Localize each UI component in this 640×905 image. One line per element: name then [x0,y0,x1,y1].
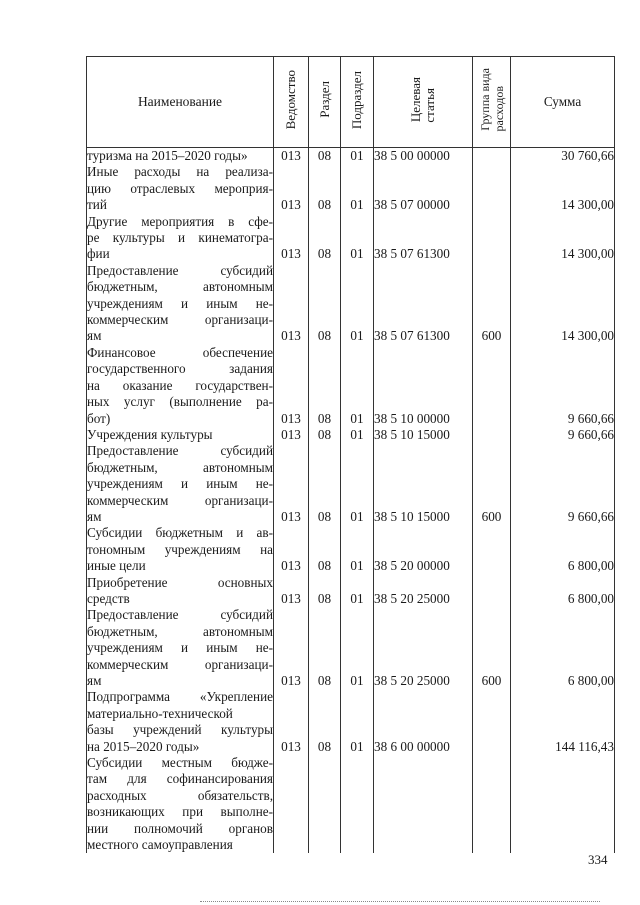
header-subsection: Подраздел [341,57,374,148]
row-target-article: 38 5 20 25000 [374,575,473,608]
row-target-article: 38 5 20 25000 [374,607,473,689]
row-department: 013 [274,148,309,165]
row-name-line: цию отраслевых мероприя- [87,180,273,196]
table-row [87,575,615,608]
row-section: 08 [309,345,341,427]
budget-table [86,56,615,853]
row-expense-group: 600 [473,263,511,345]
row-name-line: ных услуг (выполнение ра- [87,394,273,410]
row-name-line: бот) [87,410,111,426]
table-row [87,263,615,345]
row-expense-group [473,164,511,213]
row-name-line: местного самоуправления [87,837,233,853]
row-department: 013 [274,427,309,443]
row-name-line: Субсидии местным бюдже- [87,755,273,771]
header-name: Наименование [87,57,274,148]
row-name [87,214,274,263]
row-section: 08 [309,263,341,345]
row-name-line: государственного задания [87,361,273,377]
row-section: 08 [309,164,341,213]
row-expense-group [473,755,511,853]
row-sum: 30 760,66 [511,148,615,165]
header-target-article: Целеваястатья [374,57,473,148]
row-name-line: тий [87,197,107,213]
row-name [87,575,274,608]
row-sum [511,755,615,853]
row-subsection: 01 [341,148,374,165]
row-subsection: 01 [341,427,374,443]
row-name-line: фии [87,246,110,262]
row-department: 013 [274,214,309,263]
row-name [87,607,274,689]
row-subsection: 01 [341,689,374,755]
row-name-line: Предоставление субсидий [87,262,273,278]
row-name-line: бюджетным, автономным [87,279,273,295]
row-name-line: материально-технической [87,705,233,721]
row-target-article: 38 5 07 61300 [374,214,473,263]
row-name-line: средств [87,590,130,606]
row-target-article: 38 5 10 15000 [374,443,473,525]
row-name-line: нии полномочий органов [87,820,273,836]
header-expense-group: Группа видарасходов [473,57,511,148]
row-department: 013 [274,689,309,755]
row-name-line: Учреждения культуры [87,426,213,442]
row-section: 08 [309,148,341,165]
header-department: Ведомство [274,57,309,148]
row-name-line: Предоставление субсидий [87,607,273,623]
row-subsection: 01 [341,263,374,345]
row-expense-group [473,689,511,755]
row-target-article [374,755,473,853]
table-row [87,214,615,263]
row-name-line: учреждениям и иным не- [87,476,273,492]
row-name-line: ре культуры и кинематогра- [87,230,273,246]
footer-divider [200,901,600,902]
row-name-line: учреждениям и иным не- [87,295,273,311]
row-name [87,443,274,525]
row-section: 08 [309,214,341,263]
page-number: 334 [588,852,608,867]
row-target-article: 38 5 20 00000 [374,525,473,574]
row-department: 013 [274,525,309,574]
row-sum: 9 660,66 [511,427,615,443]
row-section [309,755,341,853]
row-sum: 6 800,00 [511,575,615,608]
row-sum: 6 800,00 [511,607,615,689]
row-name [87,164,274,213]
row-name [87,345,274,427]
row-sum: 9 660,66 [511,345,615,427]
row-name-line: Другие мероприятия в сфе- [87,213,273,229]
row-section: 08 [309,525,341,574]
table-row [87,525,615,574]
row-name-line: Подпрограмма «Укрепление [87,689,273,705]
row-department: 013 [274,164,309,213]
table-row [87,427,615,443]
row-target-article: 38 6 00 00000 [374,689,473,755]
row-name [87,148,274,165]
row-subsection: 01 [341,525,374,574]
row-target-article: 38 5 10 15000 [374,427,473,443]
table-row [87,755,615,853]
row-sum: 144 116,43 [511,689,615,755]
row-section: 08 [309,607,341,689]
row-name-line: коммерческим организаци- [87,492,273,508]
row-name-line: Предоставление субсидий [87,443,273,459]
table-body [87,148,615,854]
row-sum: 14 300,00 [511,214,615,263]
row-department: 013 [274,607,309,689]
row-name [87,755,274,853]
row-name-line: ям [87,673,102,688]
row-name-line: коммерческим организаци- [87,312,273,328]
row-expense-group [473,345,511,427]
row-department: 013 [274,443,309,525]
row-subsection: 01 [341,607,374,689]
row-name-line: тономным учреждениям на [87,541,273,557]
row-name-line: бюджетным, автономным [87,623,273,639]
row-name-line: иные цели [87,558,146,574]
row-subsection: 01 [341,575,374,608]
row-name-line: туризма на 2015–2020 годы» [87,148,248,163]
row-department: 013 [274,575,309,608]
row-department: 013 [274,263,309,345]
table-header-row [87,57,615,148]
row-sum: 14 300,00 [511,263,615,345]
row-expense-group [473,148,511,165]
header-section: Раздел [309,57,341,148]
row-name-line: бюджетным, автономным [87,459,273,475]
table-row [87,148,615,165]
row-name-line: возникающих при выполне- [87,804,273,820]
table-row [87,689,615,755]
row-subsection: 01 [341,164,374,213]
row-name [87,689,274,755]
row-name-line: Приобретение основных [87,574,273,590]
row-subsection: 01 [341,345,374,427]
row-subsection: 01 [341,214,374,263]
row-target-article: 38 5 07 00000 [374,164,473,213]
row-sum: 9 660,66 [511,443,615,525]
row-name-line: Иные расходы на реализа- [87,164,273,180]
row-name-line: базы учреждений культуры [87,722,273,738]
row-name [87,427,274,443]
row-sum: 6 800,00 [511,525,615,574]
row-target-article: 38 5 00 00000 [374,148,473,165]
row-expense-group [473,214,511,263]
row-expense-group: 600 [473,607,511,689]
row-department [274,755,309,853]
row-section: 08 [309,575,341,608]
table-row [87,607,615,689]
row-expense-group: 600 [473,443,511,525]
row-subsection: 01 [341,443,374,525]
row-target-article: 38 5 07 61300 [374,263,473,345]
row-name-line: на оказание государствен- [87,377,273,393]
row-name-line: ям [87,508,102,524]
row-name [87,263,274,345]
row-expense-group [473,427,511,443]
row-name-line: коммерческим организаци- [87,656,273,672]
table-row [87,443,615,525]
row-section: 08 [309,427,341,443]
row-name-line: учреждениям и иным не- [87,640,273,656]
row-name-line: на 2015–2020 годы» [87,738,200,754]
row-name-line: Финансовое обеспечение [87,344,273,360]
row-subsection [341,755,374,853]
row-sum: 14 300,00 [511,164,615,213]
row-section: 08 [309,689,341,755]
table-row [87,164,615,213]
row-department: 013 [274,345,309,427]
row-target-article: 38 5 10 00000 [374,345,473,427]
row-name-line: Субсидии бюджетным и ав- [87,525,273,541]
row-name-line: ям [87,328,102,344]
table-row [87,345,615,427]
row-name-line: расходных обязательств, [87,787,273,803]
row-name-line: там для софинансирования [87,771,273,787]
row-expense-group [473,525,511,574]
header-sum: Сумма [511,57,615,148]
row-expense-group [473,575,511,608]
row-name [87,525,274,574]
row-section: 08 [309,443,341,525]
